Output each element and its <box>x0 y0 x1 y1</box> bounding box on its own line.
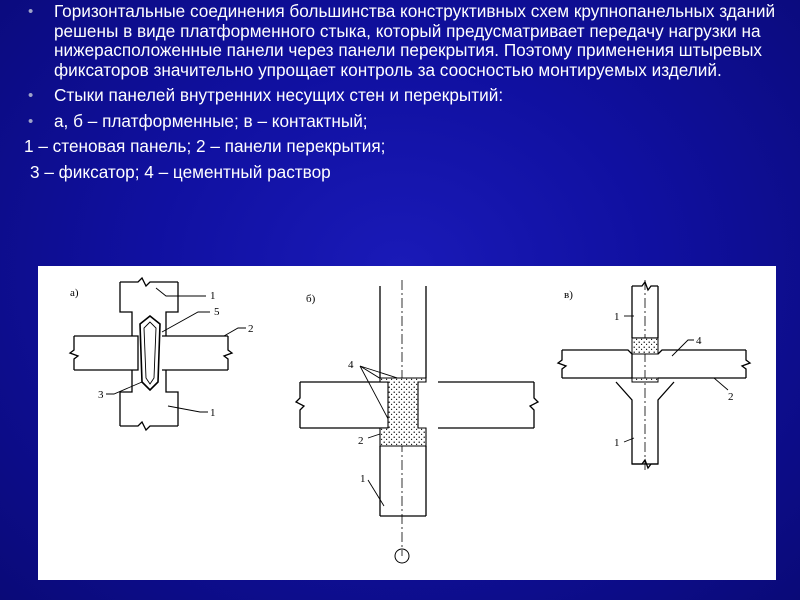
joint-diagrams <box>38 266 776 580</box>
callout-c-1: 1 <box>614 311 620 323</box>
mortar-joint <box>380 378 426 446</box>
callout-c-2: 2 <box>728 391 734 403</box>
callout-b-4: 4 <box>348 359 354 371</box>
bullet-item <box>24 86 794 106</box>
callout-a-1: 1 <box>210 290 216 302</box>
callout-a-3: 3 <box>98 389 104 401</box>
bullet-dot-icon: • <box>28 3 34 20</box>
bullet-text: Стыки панелей внутренних несущих стен и перекрытий: <box>54 85 504 105</box>
bullet-item <box>24 2 794 80</box>
bullet-text: а, б – платформенные; в – контактный; <box>54 110 368 131</box>
figure-panel <box>38 266 776 580</box>
bullet-dot-icon: • <box>28 112 34 130</box>
callout-c-1b: 1 <box>614 437 620 449</box>
bullet-dot-icon: • <box>28 87 34 104</box>
callout-a-1b: 1 <box>210 407 216 419</box>
callout-b-1: 1 <box>360 473 366 485</box>
bullet-text: Горизонтальные соединения большинства конструктивных схем крупнопанельных зданий решены в виде платформенного стыка, который предусматривает передачу нагрузки на нижерасположенные панели через панели перекрытия. Поэтому применения штыревых фиксаторов значительно упрощает контроль за соосностью монтируемых изделий. <box>54 1 776 80</box>
diagram-c-label: в) <box>564 289 573 301</box>
diagram-c <box>558 280 750 470</box>
legend-line: 3 – фиксатор; 4 – цементный раствор <box>30 161 331 182</box>
diagram-a <box>70 278 246 430</box>
slide-text <box>24 2 794 188</box>
callout-b-2: 2 <box>358 435 364 447</box>
legend-line: 1 – стеновая панель; 2 – панели перекрытия; <box>24 136 386 156</box>
bullet-item <box>24 112 794 132</box>
callout-a-5: 5 <box>214 306 220 318</box>
diagram-a-label: а) <box>70 287 79 299</box>
callout-a-2: 2 <box>248 323 254 335</box>
diagram-b-label: б) <box>306 293 316 305</box>
callout-c-4: 4 <box>696 335 702 347</box>
